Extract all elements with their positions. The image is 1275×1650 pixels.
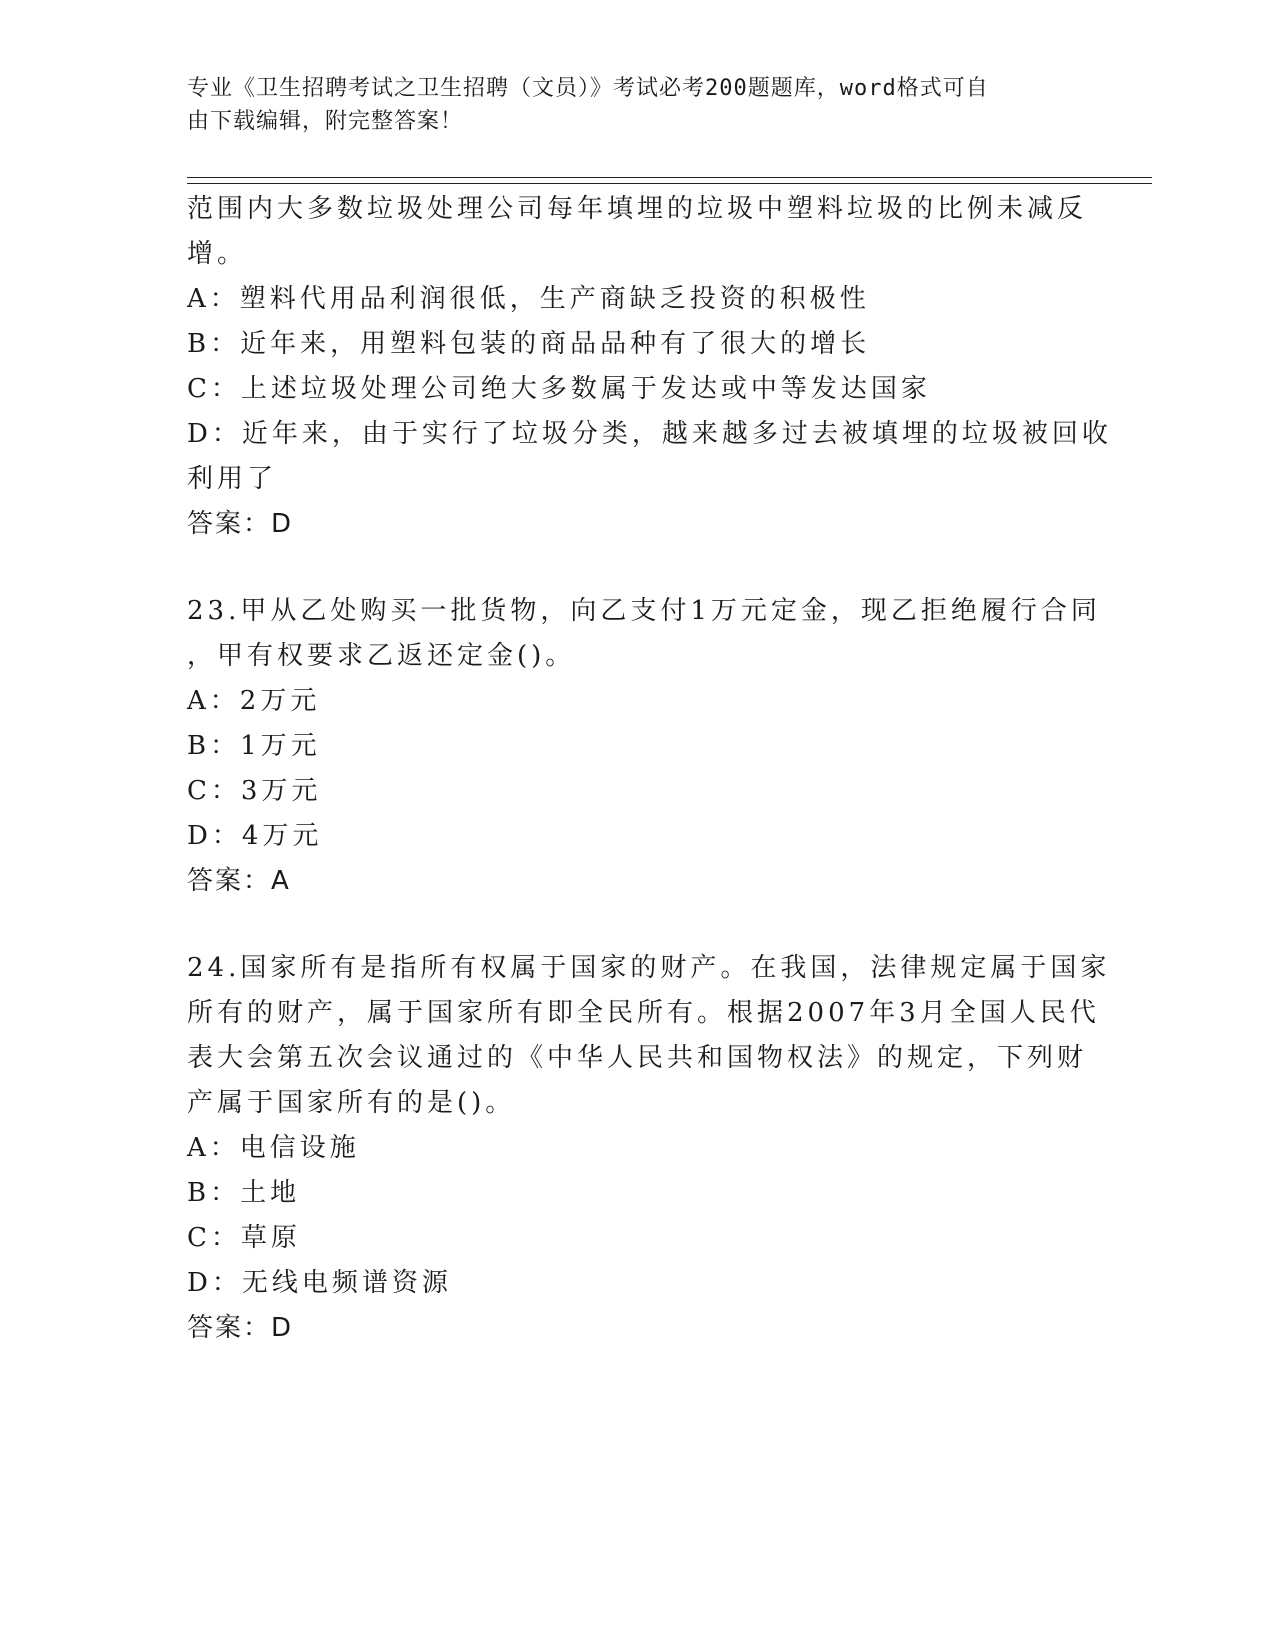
question-block-previous (187, 187, 1112, 547)
question-stem-line: ，甲有权要求乙返还定金()。 (187, 641, 576, 671)
header-divider-top (187, 177, 1152, 178)
question-stem-line: 增。 (187, 239, 248, 269)
option-b: B：近年来，用塑料包装的商品品种有了很大的增长 (187, 329, 871, 359)
header-line-1: 专业《卫生招聘考试之卫生招聘（文员）》考试必考200题题库，word格式可自 (187, 76, 989, 101)
question-stem-line: 23.甲从乙处购买一批货物，向乙支付1万元定金，现乙拒绝履行合同 (187, 596, 1101, 626)
question-block-24 (187, 946, 1111, 1351)
header-line-2: 由下载编辑，附完整答案！ (187, 109, 464, 134)
option-d-continued: 利用了 (187, 464, 278, 494)
option-a: A：2万元 (187, 686, 321, 716)
question-stem-line: 所有的财产，属于国家所有即全民所有。根据2007年3月全国人民代 (187, 998, 1100, 1028)
question-stem-line: 范围内大多数垃圾处理公司每年填埋的垃圾中塑料垃圾的比例未减反 (187, 194, 1088, 224)
option-a: A：电信设施 (187, 1133, 360, 1163)
answer-label: 答案：A (187, 866, 291, 896)
document-header (187, 72, 1067, 138)
option-d: D：无线电频谱资源 (187, 1268, 452, 1298)
header-divider-bottom (187, 183, 1152, 184)
option-d: D：近年来，由于实行了垃圾分类，越来越多过去被填埋的垃圾被回收 (187, 419, 1112, 449)
option-c: C：上述垃圾处理公司绝大多数属于发达或中等发达国家 (187, 374, 931, 404)
question-block-23 (187, 589, 1101, 904)
option-c: C：3万元 (187, 776, 322, 806)
question-stem-line: 产属于国家所有的是()。 (187, 1088, 516, 1118)
spacer (187, 904, 1087, 946)
option-d: D：4万元 (187, 821, 323, 851)
answer-label: 答案：D (187, 1313, 294, 1343)
option-c: C：草原 (187, 1223, 301, 1253)
question-stem-line: 表大会第五次会议通过的《中华人民共和国物权法》的规定，下列财 (187, 1043, 1088, 1073)
option-a: A：塑料代用品利润很低，生产商缺乏投资的积极性 (187, 284, 870, 314)
option-b: B：1万元 (187, 731, 321, 761)
spacer (187, 547, 1087, 589)
document-body (187, 187, 1112, 1351)
answer-label: 答案：D (187, 509, 294, 539)
option-b: B：土地 (187, 1178, 301, 1208)
question-stem-line: 24.国家所有是指所有权属于国家的财产。在我国，法律规定属于国家 (187, 953, 1111, 983)
